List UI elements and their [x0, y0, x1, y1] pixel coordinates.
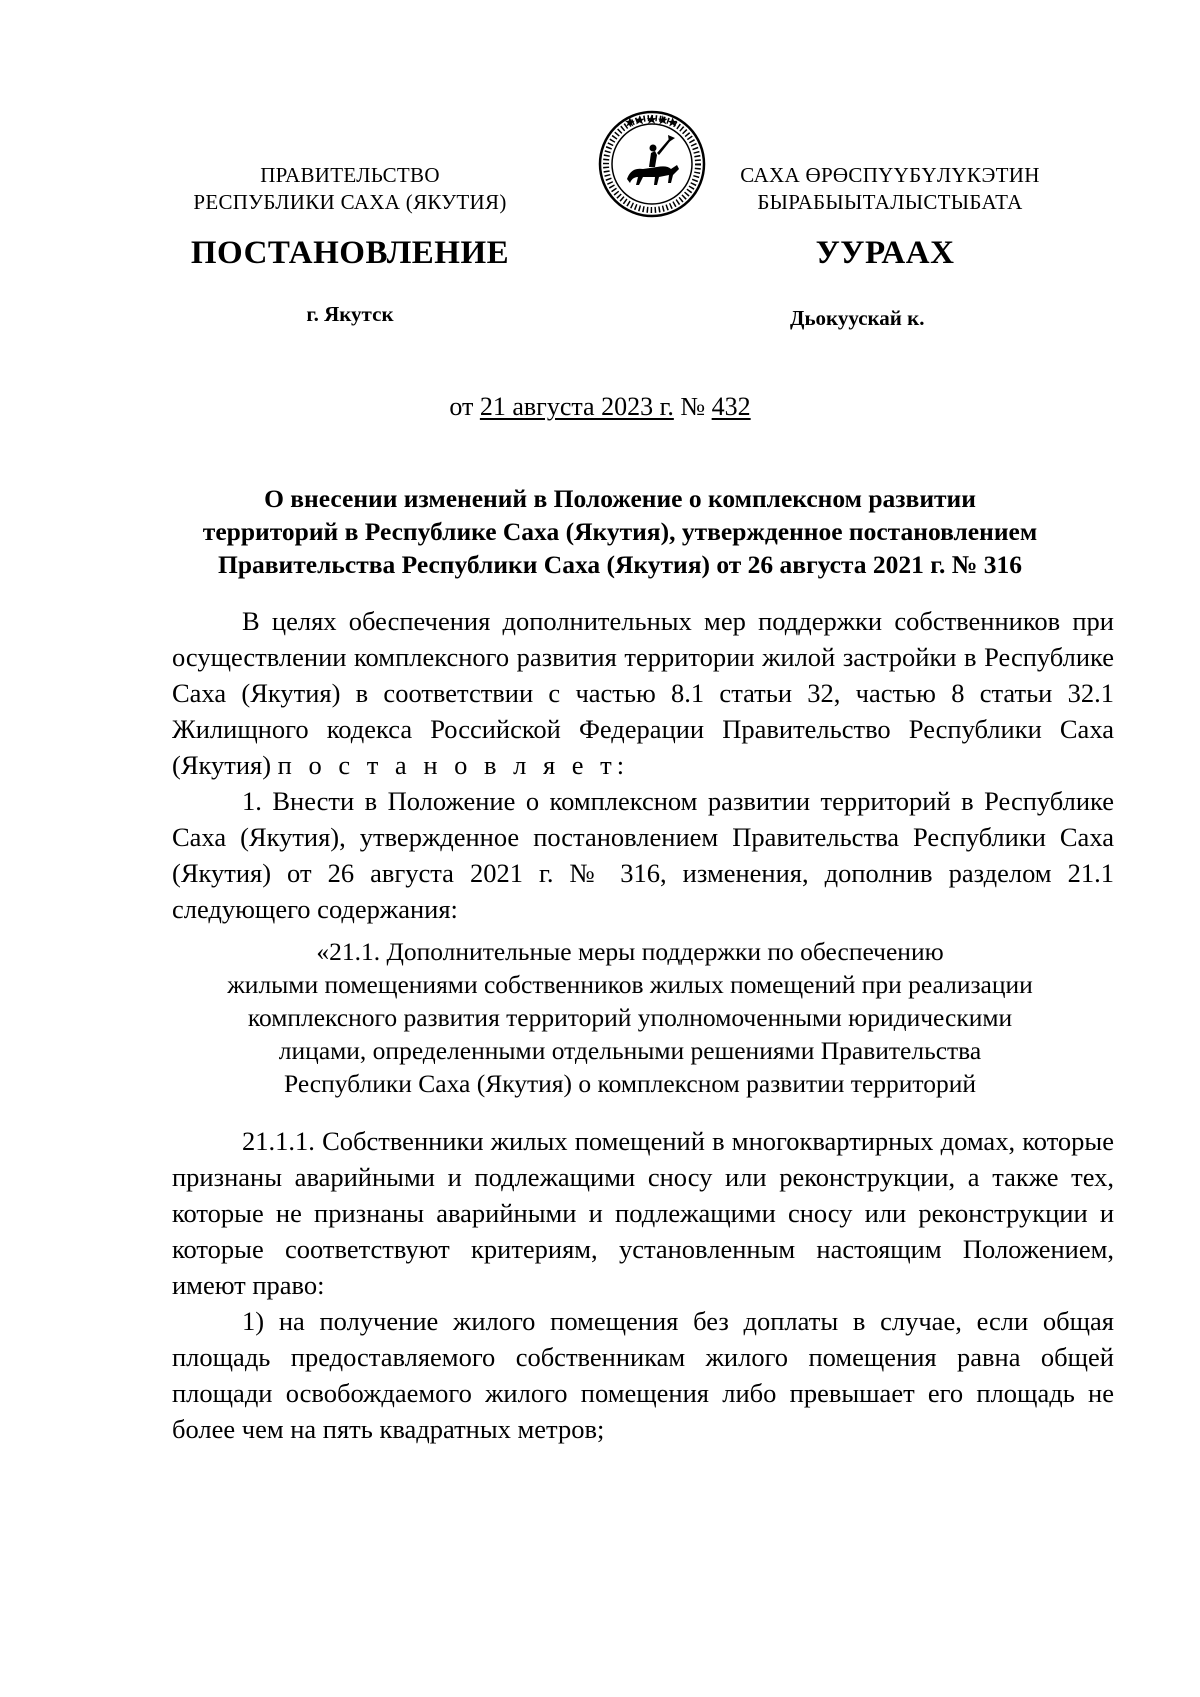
section-heading-line5: Республики Саха (Якутия) о комплексном развитии территорий	[283, 1069, 977, 1098]
section-heading-line2: жилыми помещениями собственников жилых помещений при реализации	[227, 970, 1033, 999]
preamble-paragraph	[172, 603, 1114, 783]
date-line	[350, 392, 850, 422]
item-1-text: 1. Внести в Положение о комплексном развитии территорий в Республике Саха (Якутия), утвержденное постановлением Правительства Республики Саха (Якутия) от 26 августа 2021 г. № 316, изменения, дополнив разделом 21.1 следующего содержания:	[172, 786, 1114, 924]
item-1-paragraph	[172, 783, 1114, 927]
government-name-sah-line1: САХА ӨРӨСПҮҮБҮЛҮКЭТИН	[740, 163, 1040, 187]
document-date: 21 августа 2023 г.	[479, 392, 674, 421]
government-name-ru-line2: РЕСПУБЛИКИ САХА (ЯКУТИЯ)	[193, 190, 507, 214]
section-heading-line3: комплексного развития территорий уполномоченными юридическими	[247, 1003, 1013, 1032]
section-21-1-heading	[150, 935, 1110, 1100]
date-prefix: от	[449, 392, 474, 421]
subclause-1-text: 1) на получение жилого помещения без доплаты в случае, если общая площадь предоставляемого собственникам жилого помещения равна общей площади освобождаемого жилого помещения либо превышает его площадь не более чем на пять квадратных метров;	[172, 1306, 1114, 1444]
government-name-sah-line2: БЫРАБЫЫТАЛЫСТЫБАТА	[757, 190, 1023, 214]
preamble-text: В целях обеспечения дополнительных мер поддержки собственников при осуществлении комплексного развития территории жилой застройки в Республике Саха (Якутия) в соответствии с частью 8.1 статьи 32, частью 8 статьи 32.1 Жилищного кодекса Российской Федерации Правительство Республики Саха (Якутия)	[172, 606, 1114, 780]
subject-line1: О внесении изменений в Положение о комплексном развитии	[264, 484, 976, 513]
subject-line2: территорий в Республике Саха (Якутия), утвержденное постановлением	[202, 517, 1038, 546]
subject-line3: Правительства Республики Саха (Якутия) от 26 августа 2021 г. № 316	[218, 550, 1022, 579]
subclause-1-paragraph	[172, 1303, 1114, 1447]
number-sign: №	[680, 392, 706, 421]
government-name-ru	[150, 162, 550, 216]
city-ru: г. Якутск	[306, 302, 394, 326]
doc-type-ru: ПОСТАНОВЛЕНИЕ	[190, 235, 510, 271]
section-heading-line4: лицами, определенными отдельными решениями Правительства	[278, 1036, 982, 1065]
city-sah: Дьокуускай к.	[790, 306, 925, 330]
document-subject	[130, 482, 1110, 581]
section-heading-line1: «21.1. Дополнительные меры поддержки по обеспечению	[316, 937, 944, 966]
clause-21-1-1-paragraph	[172, 1123, 1114, 1303]
government-name-sah	[690, 162, 1090, 216]
government-name-ru-line1: ПРАВИТЕЛЬСТВО	[260, 163, 440, 187]
document-number: 432	[711, 392, 751, 421]
clause-21-1-1-text: 21.1.1. Собственники жилых помещений в многоквартирных домах, которые признаны аварийными и подлежащими сносу или реконструкции, а также тех, которые не признаны аварийными и подлежащими сносу или реконструкции и которые соответствуют критериям, установленным настоящим Положением, имеют право:	[172, 1126, 1114, 1300]
doc-type-sah: УУРААХ	[815, 235, 955, 271]
preamble-resolves: п о с т а н о в л я е т:	[277, 750, 630, 780]
